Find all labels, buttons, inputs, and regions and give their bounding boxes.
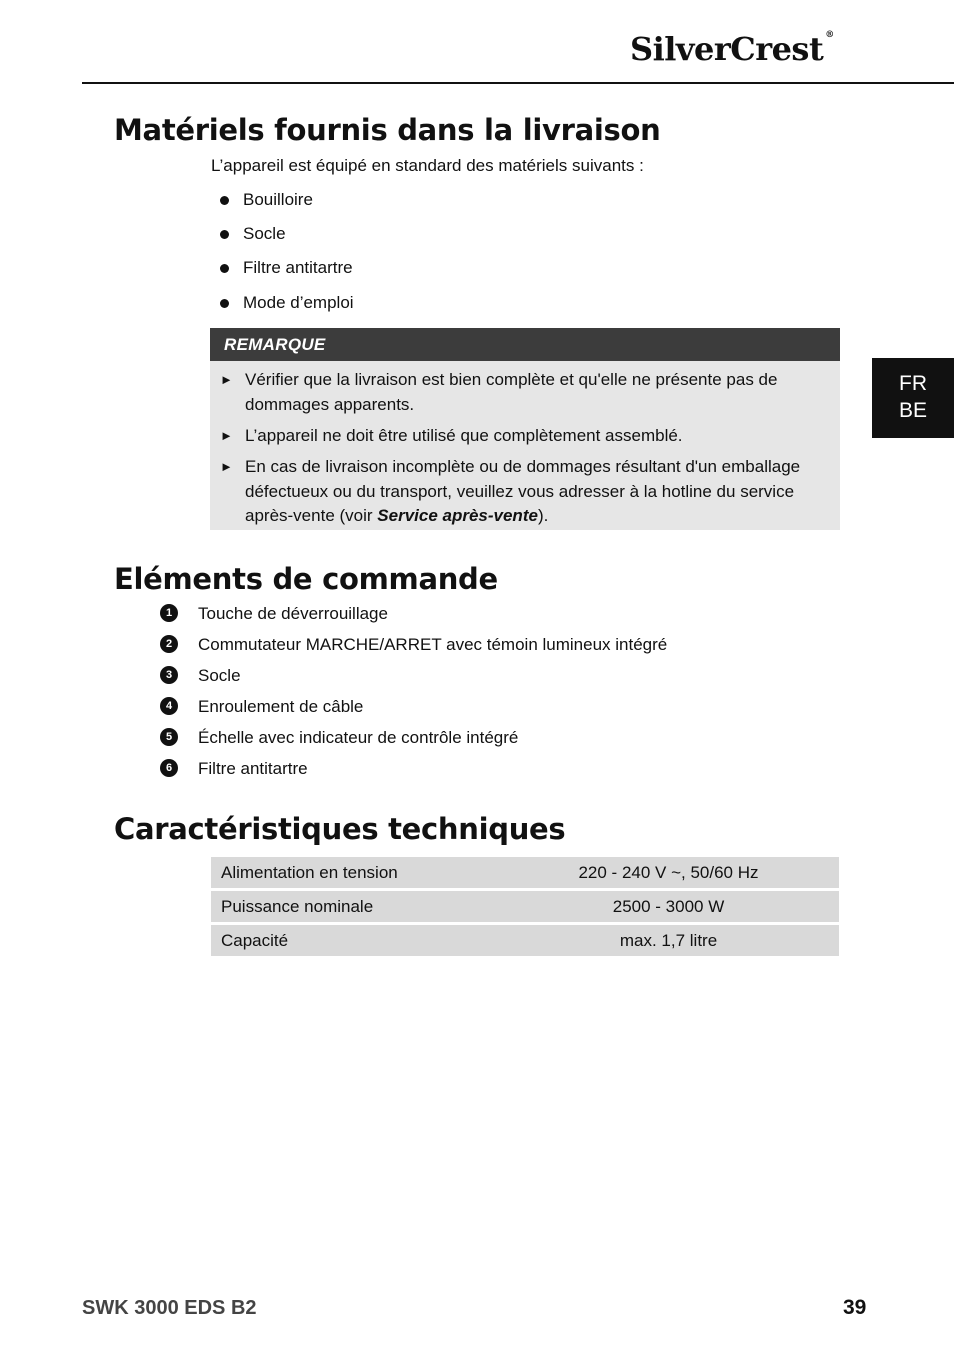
bullet-icon <box>220 196 229 205</box>
header-rule <box>82 82 954 84</box>
footer-model: SWK 3000 EDS B2 <box>82 1297 257 1319</box>
control-item: 6 Filtre antitartre <box>0 759 954 781</box>
delivery-intro: L’appareil est équipé en standard des matériels suivants : <box>211 156 644 175</box>
control-item: 3 Socle <box>0 666 954 688</box>
table-row <box>211 857 839 888</box>
number-badge-icon: 5 <box>160 728 178 746</box>
section-title-delivery: Matériels fournis dans la livraison <box>114 113 661 147</box>
section-title-specs: Caractéristiques techniques <box>114 812 566 846</box>
control-item: 4 Enroulement de câble <box>0 697 954 719</box>
language-tab <box>872 358 954 438</box>
service-reference: Service après-vente <box>377 506 538 525</box>
bullet-icon <box>220 230 229 239</box>
bullet-icon <box>220 264 229 273</box>
bullet-icon <box>220 299 229 308</box>
control-item: 1 Touche de déverrouillage <box>0 604 954 626</box>
arrow-right-icon: ► <box>220 372 233 387</box>
number-badge-icon: 3 <box>160 666 178 684</box>
spec-label: Puissance nominale <box>211 891 506 922</box>
section-title-controls: Eléments de commande <box>114 562 498 596</box>
brand-name: SilverCrest <box>630 30 824 68</box>
table-row <box>211 925 839 956</box>
spec-value: 2500 - 3000 W <box>498 891 839 922</box>
note-header <box>210 328 840 361</box>
table-row <box>211 891 839 922</box>
lang-be: BE <box>898 399 927 422</box>
note-box: REMARQUE ► Vérifier que la livraison est bien complète et qu'elle ne présente pas de dommages apparents. ► L’appareil ne doit être utilisé que complètement assemblé. ► En cas de livraison incomplète ou de dommages résultant d'un emballage défectueux ou du transport, veuillez vous adresser à la hotline du service après-vente (voir Service après-vente). <box>210 328 840 530</box>
spec-value: 220 - 240 V ~, 50/60 Hz <box>498 857 839 888</box>
control-item: 2 Commutateur MARCHE/ARRET avec témoin lumineux intégré <box>0 635 954 657</box>
spec-label: Alimentation en tension <box>211 857 506 888</box>
page-number: 39 <box>843 1296 867 1319</box>
number-badge-icon: 1 <box>160 604 178 622</box>
number-badge-icon: 6 <box>160 759 178 777</box>
control-item: 5 Échelle avec indicateur de contrôle intégré <box>0 728 954 750</box>
registered-mark: ® <box>825 30 834 40</box>
number-badge-icon: 4 <box>160 697 178 715</box>
spec-label: Capacité <box>211 925 506 956</box>
arrow-right-icon: ► <box>220 459 233 474</box>
note-heading: REMARQUE <box>224 335 326 354</box>
spec-value: max. 1,7 litre <box>498 925 839 956</box>
arrow-right-icon: ► <box>220 428 233 443</box>
lang-fr: FR <box>899 372 927 395</box>
brand-logo <box>630 30 834 68</box>
number-badge-icon: 2 <box>160 635 178 653</box>
